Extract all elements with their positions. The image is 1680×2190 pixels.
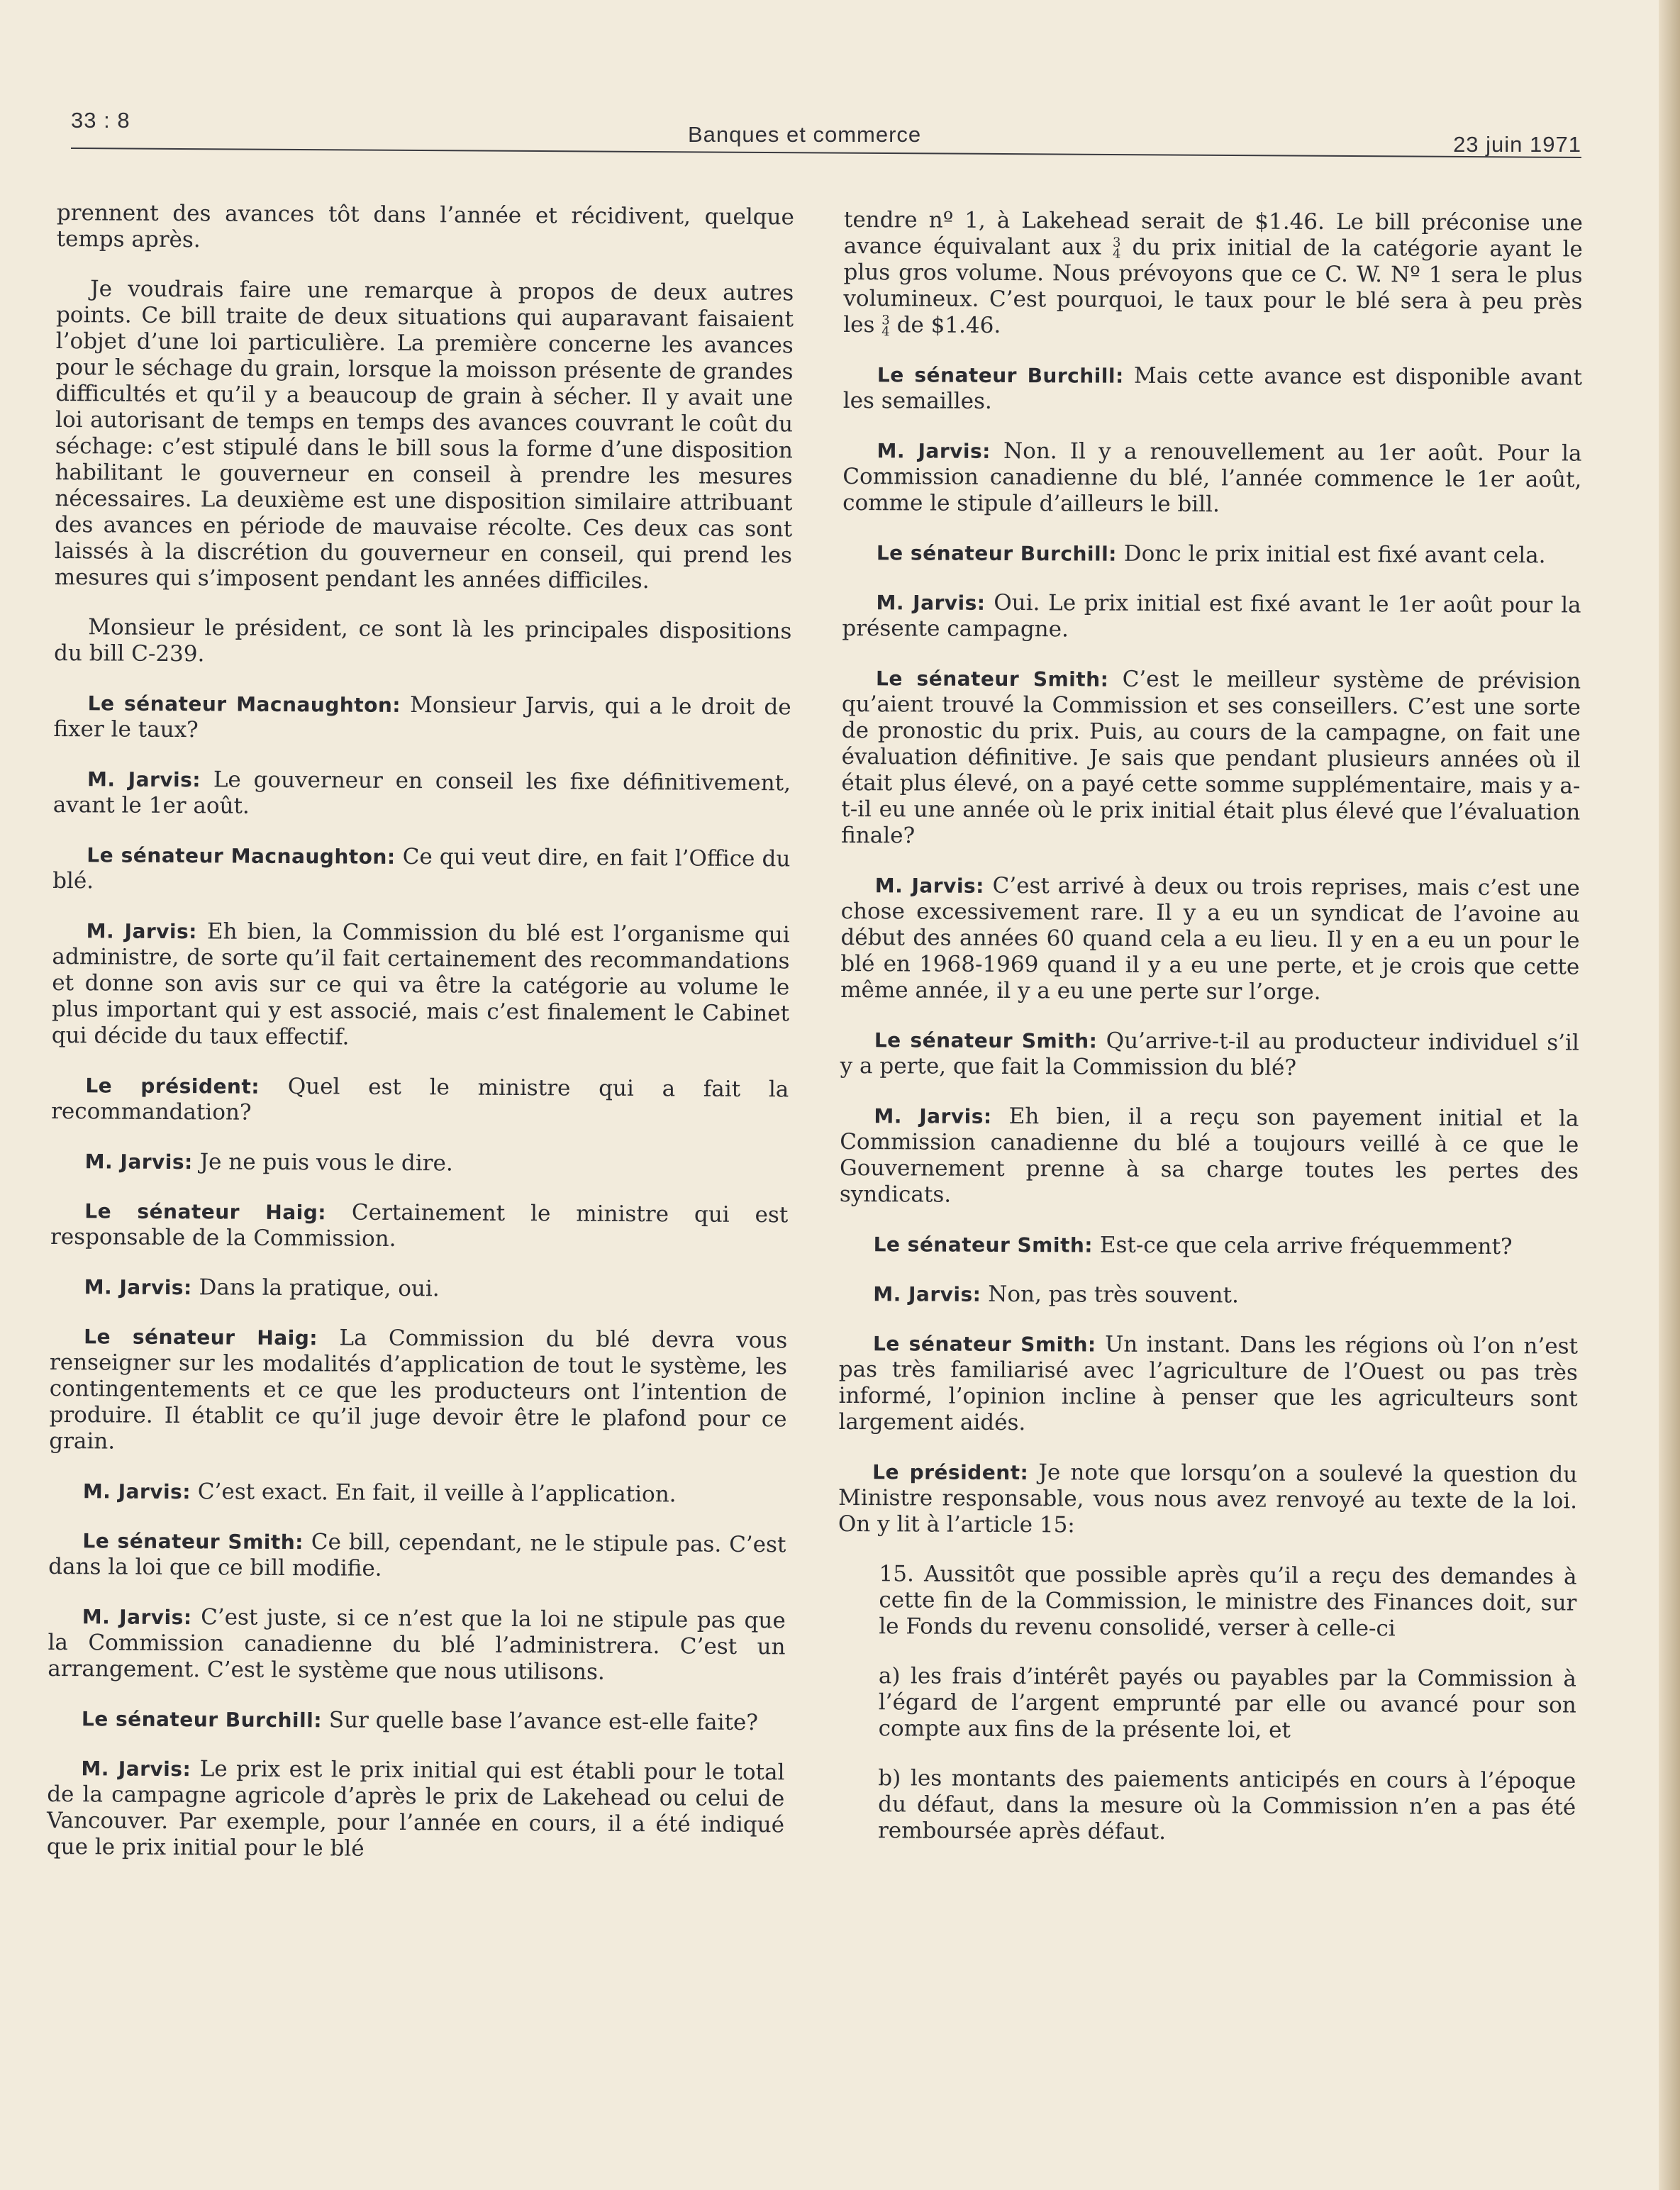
speech-text: Quel est le ministre qui a fait la recommandation? bbox=[51, 1074, 789, 1125]
dialogue-paragraph bbox=[53, 766, 791, 823]
header-date: 23 juin 1971 bbox=[1453, 132, 1581, 157]
speech-text: Certainement le ministre qui est responsable de la Commission. bbox=[50, 1199, 789, 1252]
fraction-numerator: 3 bbox=[1113, 235, 1121, 250]
dialogue-paragraph bbox=[51, 1072, 789, 1129]
fraction-numerator: 3 bbox=[881, 312, 890, 328]
paragraph-text: de $1.46. bbox=[889, 312, 1001, 338]
speaker-name: Le sénateur Burchill: bbox=[876, 541, 1117, 566]
dialogue-paragraph bbox=[838, 1330, 1578, 1439]
speaker-name: M. Jarvis: bbox=[84, 1150, 193, 1174]
dialogue-paragraph bbox=[48, 1603, 786, 1686]
fraction bbox=[881, 312, 890, 339]
speaker-name: M. Jarvis: bbox=[873, 1282, 981, 1306]
fraction-denominator: 4 bbox=[881, 323, 890, 339]
dialogue-paragraph bbox=[838, 1459, 1577, 1541]
speech-text: Donc le prix initial est fixé avant cela. bbox=[1123, 540, 1546, 569]
page-folio: 33 : 8 bbox=[71, 108, 130, 133]
speaker-name: Le président: bbox=[85, 1074, 260, 1099]
speech-text: Non, pas très souvent. bbox=[988, 1281, 1239, 1308]
quote-text: 15. Aussitôt que possible après qu’il a reçu des demandes à cette fin de la Commission, le ministre des Finances doit, sur le Fonds du revenu consolidé, verser à celle-ci bbox=[879, 1561, 1577, 1642]
paragraph-text: prennent des avances tôt dans l’année et récidivent, quelque temps après. bbox=[56, 200, 794, 253]
fraction-denominator: 4 bbox=[1112, 246, 1121, 262]
dialogue-paragraph bbox=[842, 438, 1581, 520]
speaker-name: Le président: bbox=[872, 1460, 1029, 1485]
law-quotation bbox=[878, 1561, 1577, 1847]
speaker-name: M. Jarvis: bbox=[82, 1479, 191, 1504]
speaker-name: M. Jarvis: bbox=[87, 767, 201, 792]
speech-text: Monsieur Jarvis, qui a le droit de fixer le taux? bbox=[53, 692, 791, 743]
quote-paragraph bbox=[878, 1765, 1576, 1847]
speaker-name: M. Jarvis: bbox=[877, 439, 991, 463]
dialogue-paragraph bbox=[48, 1706, 785, 1736]
quote-text: b) les montants des paiements anticipés en cours à l’époque du défaut, dans la mesure où la Commission n’en a pas été remboursée après défaut. bbox=[877, 1765, 1576, 1845]
speaker-name: M. Jarvis: bbox=[84, 1275, 192, 1300]
dialogue-paragraph bbox=[842, 589, 1581, 645]
speech-text: Un instant. Dans les régions où l’on n’est pas très familiarisé avec l’agriculture de l’Ouest ou pas très informé, l’opinion incline à penser que les agriculteurs sont largement aidés. bbox=[838, 1331, 1579, 1436]
speaker-name: Le sénateur Macnaughton: bbox=[87, 691, 401, 717]
dialogue-paragraph bbox=[840, 1027, 1579, 1083]
speech-text: Non. Il y a renouvellement au 1er août. Pour la Commission canadienne du blé, l’année commence le 1er août, comme le stipule d’ailleurs le bill. bbox=[842, 438, 1582, 518]
left-column bbox=[46, 200, 794, 1888]
speech-text: Je ne puis vous le dire. bbox=[199, 1149, 453, 1177]
speaker-name: Le sénateur Haig: bbox=[84, 1199, 327, 1225]
right-column bbox=[837, 207, 1583, 1871]
dialogue-paragraph bbox=[843, 362, 1582, 418]
speaker-name: Le sénateur Smith: bbox=[874, 1028, 1098, 1053]
speech-text: Oui. Le prix initial est fixé avant le 1er août pour la présente campagne. bbox=[842, 589, 1581, 643]
speaker-name: M. Jarvis: bbox=[874, 1104, 992, 1128]
speaker-name: Le sénateur Smith: bbox=[872, 1332, 1096, 1357]
fraction bbox=[1113, 237, 1121, 260]
speech-text: La Commission du blé devra vous renseigner sur les modalités d’application de tout le système, les contingentements et ce que les producteurs ont l’intention de produire. Il établit ce qu’il juge devoir être le plafond pour ce grain. bbox=[49, 1325, 788, 1455]
page-header bbox=[71, 105, 1581, 155]
quote-paragraph bbox=[879, 1663, 1576, 1745]
paragraph-text: tendre nº 1, à Lakehead serait de $1.46. Le bill préconise une avance équivalant aux bbox=[843, 207, 1583, 260]
dialogue-paragraph bbox=[50, 1198, 788, 1255]
dialogue-paragraph bbox=[52, 842, 790, 899]
speech-text: Le gouverneur en conseil les fixe définitivement, avant le 1er août. bbox=[52, 767, 791, 819]
speaker-name: M. Jarvis: bbox=[876, 591, 986, 615]
dialogue-paragraph bbox=[48, 1528, 786, 1584]
speech-text: Eh bien, la Commission du blé est l’organisme qui administre, de sorte qu’il fait certainement des recommandations et donne son avis sur ce qui va être la catégorie au volume le plus important qui y est associé, mais c’est finalement le Cabinet qui décide du taux effectif. bbox=[51, 918, 790, 1050]
speech-text: Eh bien, il a reçu son payement initial et la Commission canadienne du blé a toujours veillé à ce que le Gouvernement prenne à sa charge toutes les pertes des syndicats. bbox=[839, 1104, 1579, 1208]
dialogue-paragraph bbox=[841, 665, 1581, 852]
speaker-name: Le sénateur Burchill: bbox=[81, 1707, 323, 1733]
speech-text: C’est exact. En fait, il veille à l’application. bbox=[197, 1479, 677, 1508]
speech-text: Est-ce que cela arrive fréquemment? bbox=[1099, 1232, 1513, 1260]
speech-text: Je note que lorsqu’on a soulevé la question du Ministre responsable, vous nous avez renvoyé au texte de la loi. On y lit à l’article 15: bbox=[838, 1460, 1578, 1538]
speaker-name: Le sénateur Macnaughton: bbox=[87, 843, 396, 869]
dialogue-paragraph bbox=[839, 1281, 1578, 1311]
dialogue-paragraph bbox=[47, 1755, 785, 1864]
dialogue-paragraph bbox=[840, 872, 1580, 1007]
speech-text: Qu’arrive-t-il au producteur individuel s’il y a perte, que fait la Commission du blé? bbox=[840, 1028, 1579, 1081]
speaker-name: Le sénateur Haig: bbox=[84, 1325, 318, 1350]
paragraph bbox=[55, 276, 794, 595]
speech-text: Ce bill, cependant, ne le stipule pas. C’est dans la loi que ce bill modifie. bbox=[48, 1529, 786, 1582]
speech-text: C’est arrivé à deux ou trois reprises, mais c’est une chose excessivement rare. Il y a eu un syndicat de l’avoine au début des années 60 quand cela a eu lieu. Il y en a eu un pour le blé en 1968-1969 quand il y a eu une perte, et je crois que cette même année, il y a eu une perte sur l’orge. bbox=[840, 872, 1580, 1005]
paragraph-text: Monsieur le président, ce sont là les principales dispositions du bill C-239. bbox=[53, 614, 792, 667]
speech-text: Ce qui veut dire, en fait l’Office du blé. bbox=[52, 843, 791, 894]
dialogue-paragraph bbox=[51, 1148, 789, 1179]
quote-paragraph bbox=[879, 1561, 1576, 1642]
dialogue-paragraph bbox=[50, 1274, 788, 1304]
dialogue-paragraph bbox=[840, 1231, 1579, 1261]
dialogue-paragraph bbox=[52, 918, 790, 1053]
dialogue-paragraph bbox=[53, 690, 791, 747]
speech-text: Le prix est le prix initial qui est établi pour le total de la campagne agricole d’après le prix de Lakehead ou celui de Vancouver. Par exemple, pour l’année en cours, il a été indiqué que le prix initial pour le blé bbox=[46, 1756, 785, 1862]
paragraph-text: du prix initial de la catégorie ayant le plus gros volume. Nous prévoyons que ce C. W. Nº 1 sera le plus volumineux. C’est pourquoi, le taux pour le blé sera à peu près les bbox=[843, 234, 1583, 338]
dialogue-paragraph bbox=[49, 1323, 787, 1459]
paragraph bbox=[54, 614, 791, 671]
speaker-name: M. Jarvis: bbox=[874, 874, 984, 898]
dialogue-paragraph bbox=[840, 1103, 1579, 1211]
speaker-name: M. Jarvis: bbox=[82, 1605, 192, 1630]
dialogue-paragraph bbox=[49, 1478, 786, 1508]
speech-text: C’est le meilleur système de prévision qu’aient trouvé la Commission et ses conseillers. C’est une sorte de pronostic du prix. Puis, au cours de la campagne, on fait une évaluation définitive. Je sais que pendant plusieurs années où il était plus élevé, on a payé cette somme supplémentaire, mais y a-t-il eu une année où le prix initial était plus élevé que l’évaluation finale? bbox=[841, 666, 1581, 849]
paragraph bbox=[57, 200, 794, 257]
speaker-name: Le sénateur Smith: bbox=[82, 1529, 304, 1555]
speaker-name: M. Jarvis: bbox=[81, 1757, 191, 1782]
speaker-name: Le sénateur Smith: bbox=[873, 1233, 1094, 1257]
dialogue-paragraph bbox=[842, 540, 1581, 569]
speaker-name: M. Jarvis: bbox=[86, 919, 198, 944]
paragraph-text: Je voudrais faire une remarque à propos de deux autres points. Ce bill traite de deux situations qui auparavant faisaient l’objet d’une loi particulière. La première concerne les avances pour le séchage du grain, lorsque la moisson présente de grandes difficultés et qu’il y a beaucoup de grain à sécher. Il y avait une loi autorisant de temps en temps des avances couvrant le coût du séchage: c’est stipulé dans le bill sous la forme d’une disposition habilitant le gouverneur en conseil à prendre les mesures nécessaires. La deuxième est une disposition similaire attribuant des avances en période de mauvaise récolte. Ces deux cas sont laissés à la discrétion du gouverneur en conseil, qui prend les mesures qui s’imposent pendant les années difficiles. bbox=[54, 276, 794, 594]
speech-text: Mais cette avance est disponible avant les semailles. bbox=[842, 362, 1583, 414]
paragraph bbox=[843, 207, 1583, 342]
speech-text: Dans la pratique, oui. bbox=[199, 1274, 440, 1302]
speech-text: C’est juste, si ce n’est que la loi ne stipule pas que la Commission canadienne du blé l’administrera. C’est un arrangement. C’est le système que nous utilisons. bbox=[48, 1604, 786, 1685]
quote-text: a) les frais d’intérêt payés ou payables par la Commission à l’égard de l’argent emprunté par elle ou avancé pour son compte aux fins de la présente loi, et bbox=[878, 1663, 1577, 1743]
speech-text: Sur quelle base l’avance est-elle faite? bbox=[328, 1707, 759, 1736]
speaker-name: Le sénateur Burchill: bbox=[877, 363, 1124, 388]
speaker-name: Le sénateur Smith: bbox=[876, 667, 1109, 691]
running-title: Banques et commerce bbox=[688, 122, 922, 147]
